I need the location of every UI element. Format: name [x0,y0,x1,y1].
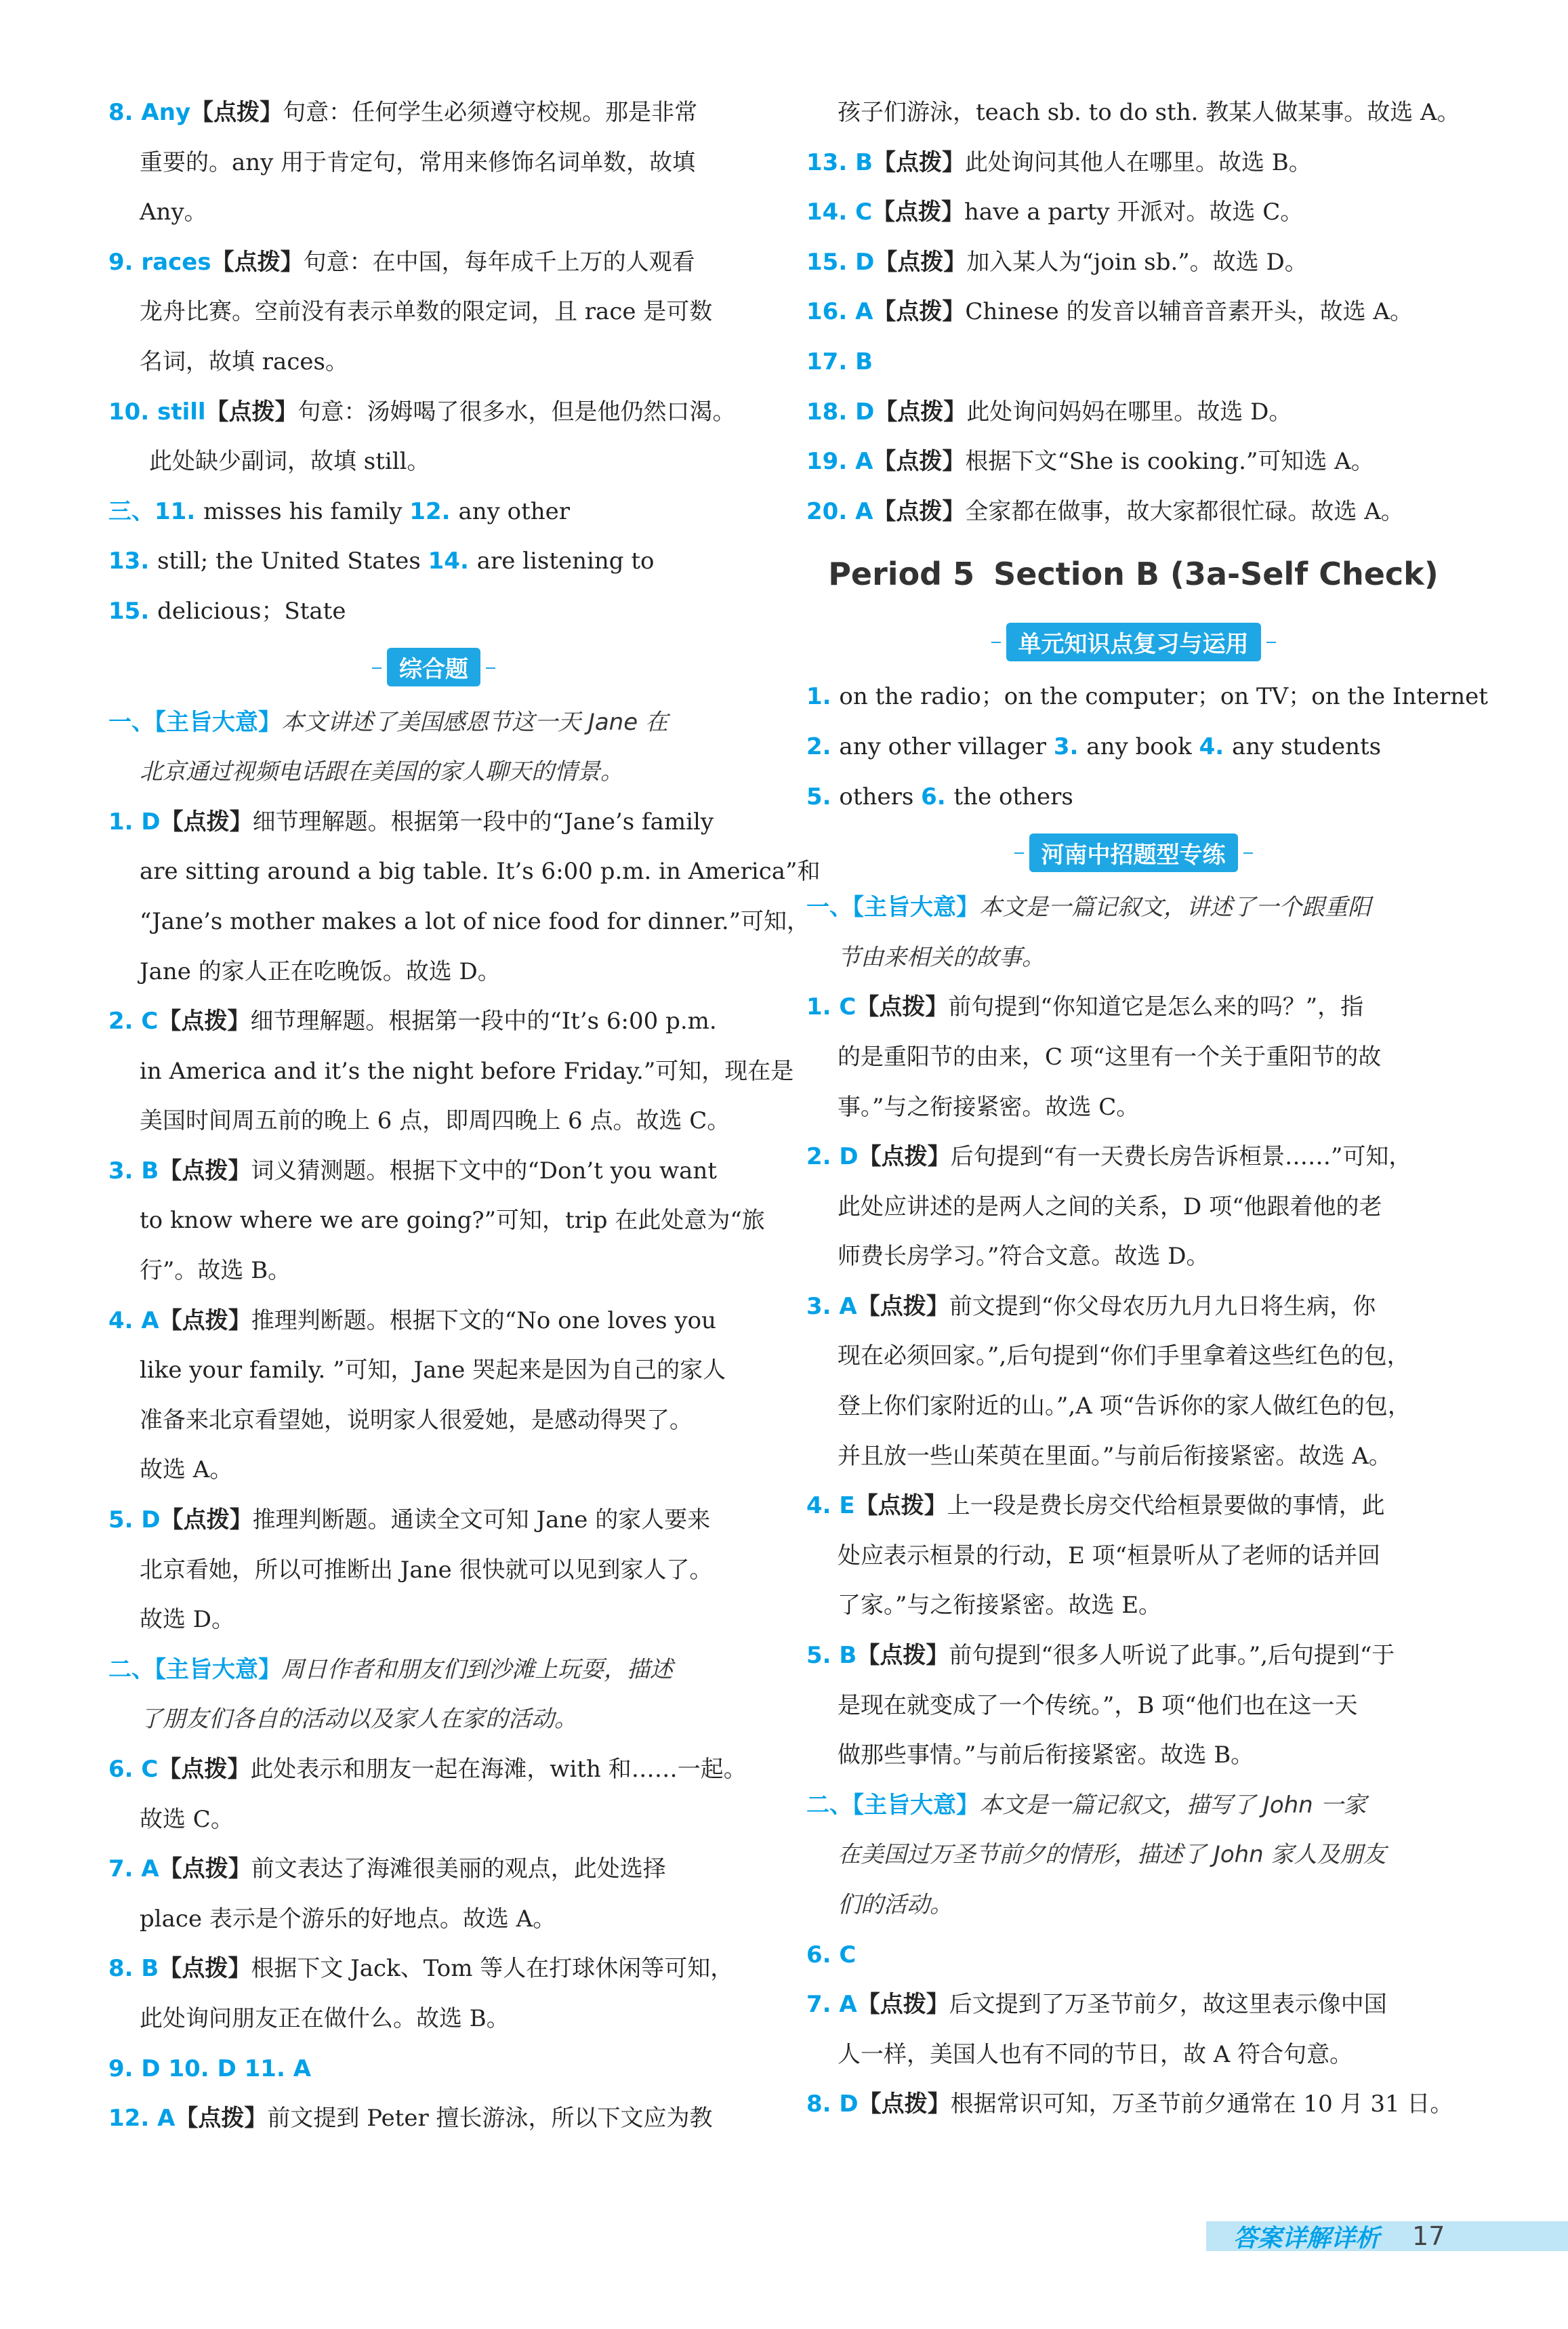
section-number: 二、 [806,1791,852,1819]
hint-tag: 【点拨】 [158,1008,251,1035]
answer-line [108,1895,759,1945]
hint-tag: 【点拨】 [158,1756,251,1783]
hint-tag: 【点拨】 [205,398,298,426]
answer-text: 加入某人为“join sb.”。故选 D。 [966,248,1308,276]
question-number: 3. [806,1292,840,1320]
answer-key: A [839,1991,857,2019]
answer-key: C [839,1941,857,1969]
answer-line [806,1182,1460,1233]
section-number: 二、 [108,1655,154,1683]
answer-line [806,983,1460,1033]
answer-line [806,1931,1460,1981]
answer-text: 故选 D。 [140,1606,235,1634]
answer-text: 龙舟比赛。空前没有表示单数的限定词，且 race 是可数 [140,298,713,326]
answer-line [108,1047,794,1097]
answer-line [806,1581,1460,1631]
answer-text: 行”。故选 B。 [140,1257,291,1285]
answer-text: 推理判断题。通读全文可知 Jane 的家人要来 [252,1506,711,1534]
answer-line [108,1246,759,1296]
question-number: 8. [108,99,142,126]
section-badge-wrap [806,822,1460,883]
answer-text: 美国时间周五前的晚上 6 点，即周四晚上 6 点。故选 C。 [140,1107,730,1135]
answer-line [108,1346,759,1396]
answer-text: 根据下文“She is cooking.”可知选 A。 [965,448,1374,476]
answer-text: 上一段是费长房交代给桓景要做的事情，此 [947,1492,1385,1520]
answer-line [108,1496,759,1546]
answer-line [108,138,759,188]
answer-key: E [839,1492,855,1520]
answer-text: 前句提到“很多人听说了此事。”,后句提到“于 [949,1642,1395,1670]
answer-line [806,772,1460,823]
answer-text: 前文提到“你父母农历九月九日将生病，你 [949,1292,1376,1320]
answer-line [806,883,1460,933]
main-idea-text: 在美国过万圣节前夕的情形，描述了 John 家人及朋友 [838,1841,1386,1869]
answer-line [806,1282,1460,1332]
answer-key: B [839,1642,857,1670]
answer-line [108,587,759,637]
answer-line [806,933,1460,983]
question-number: 17. [806,348,856,375]
answer-text: 北京看她，所以可推断出 Jane 很快就可以见到家人了。 [140,1556,713,1584]
answer-line [806,1681,1460,1731]
question-number: 5. [806,783,840,810]
answer-line [806,722,1460,772]
answer-line [806,1781,1460,1831]
answer-text: any other villager [839,733,1054,760]
main-idea-text: 节由来相关的故事。 [838,943,1045,971]
question-number: 2. [108,1008,142,1035]
answer-line [806,287,1460,337]
answer-text: 名词，故填 races。 [140,348,348,375]
answer-line [806,337,1460,388]
answer-line [806,1631,1460,1681]
question-number: 8. [806,2090,840,2118]
question-number: 11. [236,2055,293,2082]
question-number: 9. [108,248,142,276]
main-idea-text: 本文讲述了美国感恩节这一天 Jane 在 [281,708,668,736]
question-number: 2. [806,733,840,760]
answer-text: 前文表达了海滩很美丽的观点，此处选择 [251,1855,666,1883]
section-badge-wrap [108,637,759,698]
question-number: 6. [108,1756,142,1783]
period-heading [806,537,1460,611]
answer-line [108,188,759,238]
answer-key: A [855,448,873,476]
page-number: 17 [1412,2221,1445,2251]
answer-text: still; the United States [157,548,428,575]
answer-text: 了家。”与之衔接紧密。故选 E。 [838,1592,1162,1620]
answer-line [108,1944,759,1994]
answer-key: A [855,497,873,525]
answer-text: to know where we are going?”可知，trip 在此处意为“旅 [140,1207,765,1235]
answer-text: have a party 开派对。故选 C。 [964,199,1304,226]
answer-line [108,1147,759,1197]
section-badge-wrap [806,611,1460,672]
answer-text: like your family. ”可知，Jane 哭起来是因为自己的家人 [140,1357,726,1384]
answer-line [806,1083,1460,1133]
question-number: 19. [806,448,856,476]
answer-line [806,1232,1460,1282]
answer-line [806,1382,1460,1432]
answer-key: D [855,398,875,426]
answer-text: any other [458,497,571,525]
answer-line [806,1531,1460,1582]
answer-line [806,1481,1460,1531]
question-number: 10. [160,2055,218,2082]
answer-key: D [141,1506,161,1534]
answer-text: 后句提到“有一天费长房告诉桓景……”可知， [950,1143,1412,1171]
question-number: 16. [806,298,856,326]
answer-text: others [839,783,922,810]
answer-text: 此处应讲述的是两人之间的关系，D 项“他跟着他的老 [838,1193,1382,1220]
hint-tag: 【点拨】 [857,1642,949,1670]
answer-line [806,138,1460,188]
answer-text: “Jane’s mother makes a lot of nice food for dinner.”可知， [140,907,810,935]
answer-text: 的是重阳节的由来，C 项“这里有一个关于重阳节的故 [838,1043,1382,1071]
answer-text: 并且放一些山茱萸在里面。”与前后衔接紧密。故选 A。 [838,1442,1392,1470]
question-number: 6. [806,1941,840,1969]
answer-text: 前句提到“你知道它是怎么来的吗？”，指 [948,993,1364,1021]
question-number: 12. [108,2105,158,2132]
answer-line [108,437,759,487]
hint-tag: 【点拨】 [856,993,949,1021]
answer-line [108,1745,759,1795]
main-idea-text: 本文是一篇记叙文，描写了 John 一家 [979,1791,1367,1819]
question-number: 1. [108,808,142,836]
hint-tag: 【点拨】 [854,1492,947,1520]
question-number: 5. [806,1642,840,1670]
answer-text: 孩子们游泳，teach sb. to do sth. 教某人做某事。故选 A。 [838,99,1460,126]
answer-key: B [855,348,873,375]
answer-text: 师费长房学习。”符合文意。故选 D。 [838,1243,1210,1271]
answer-line [806,1880,1460,1931]
answer-text: misses his family [203,497,410,525]
answer-text: 前文提到 Peter 擅长游泳，所以下文应为教 [267,2105,713,2132]
answer-text: 人一样，美国人也有不同的节日，故 A 符合句意。 [838,2040,1353,2068]
hint-tag: 【点拨】 [873,298,966,326]
answer-line [108,2094,759,2144]
left-column [108,88,821,2144]
answer-line [108,1844,759,1895]
answer-text: 重要的。any 用于肯定句，常用来修饰名词单数，故填 [140,148,696,176]
hint-tag: 【点拨】 [873,497,966,525]
answer-text: on the radio；on the computer；on TV；on the Internet [839,683,1488,711]
answer-text: 故选 C。 [140,1805,234,1833]
answer-line [108,287,759,337]
answer-key: B [855,148,873,176]
answer-line [108,1445,759,1496]
answer-line [806,2080,1460,2130]
answer-line [108,537,759,587]
answer-text: 细节理解题。根据第一段中的“Jane’s family [252,808,714,836]
answer-line [108,1196,765,1246]
answer-line [806,2030,1460,2080]
answer-line [108,1396,759,1446]
answer-line [108,997,759,1047]
question-number: 7. [806,1991,840,2019]
answer-text: are sitting around a big table. It’s 6:00 p.m. in America”和 [140,858,821,886]
answer-text: 根据常识可知，万圣节前夕通常在 10 月 31 日。 [950,2090,1453,2118]
hint-tag: 【点拨】 [160,1506,253,1534]
hint-tag: 【点拨】 [175,2105,268,2132]
question-number: 2. [806,1143,840,1171]
answer-key: A [141,1855,159,1883]
question-number: 1. [806,683,840,711]
answer-text: 句意：任何学生必须遵守校规。那是非常 [283,99,698,126]
answer-line [108,698,759,748]
question-number: 10. [108,398,158,426]
answer-text: 登上你们家附近的山。”,A 项“告诉你的家人做红色的包， [838,1393,1411,1420]
question-number: 20. [806,497,856,525]
question-number: 8. [108,1955,142,1983]
answer-line [108,388,759,438]
answer-text: in America and it’s the night before Friday.”可知，现在是 [140,1057,794,1085]
answer-line [806,1731,1460,1781]
answer-key: C [839,993,857,1021]
answer-text: 此处询问朋友正在做什么。故选 B。 [140,2004,510,2032]
answer-text: 此处询问其他人在哪里。故选 B。 [965,148,1312,176]
answer-text: 现在必须回家。”,后句提到“你们手里拿着这些红色的包， [838,1342,1410,1370]
question-number: 4. [1199,733,1233,760]
answer-line [108,847,821,897]
question-number: 13. [806,148,856,176]
hint-tag: 【点拨】 [873,148,965,176]
answer-key: D [839,2090,859,2118]
main-idea-text: 北京通过视频电话跟在美国的家人聊天的情景。 [140,758,623,786]
hint-tag: 【点拨】 [159,1157,251,1184]
hint-tag: 【点拨】 [190,99,283,126]
answer-text: 细节理解题。根据第一段中的“It’s 6:00 p.m. [250,1008,717,1035]
answer-text: Jane 的家人正在吃晚饭。故选 D。 [140,957,501,985]
section-label: Section B (3a-Self Check) [993,556,1439,593]
question-number: 7. [108,1855,142,1883]
answer-line [806,672,1488,722]
answer-text: 根据下文 Jack、Tom 等人在打球休闲等可知， [251,1955,734,1983]
answer-key: Any [141,99,191,126]
answer-line [108,798,759,848]
answer-key: still [157,398,206,426]
answer-key: C [141,1756,159,1783]
question-number: 4. [806,1492,840,1520]
main-idea-tag: 【主旨大意】 [852,894,979,922]
answer-line [108,487,759,537]
answer-text: 句意：汤姆喝了很多水，但是他仍然口渴。 [297,398,736,426]
answer-line [806,1830,1460,1880]
answer-line [108,897,810,947]
question-number: 15. [108,597,158,625]
answer-key: C [141,1008,159,1035]
question-number: 18. [806,398,856,426]
answer-text: the others [953,783,1073,810]
answer-text: place 表示是个游乐的好地点。故选 A。 [140,1905,556,1933]
section-number: 三、 [108,497,154,525]
question-number: 6. [921,783,954,810]
answer-line [108,1546,759,1596]
main-idea-tag: 【主旨大意】 [852,1791,979,1819]
main-idea-text: 周日作者和朋友们到沙滩上玩耍，描述 [281,1655,673,1683]
answer-line [108,1795,759,1845]
question-number: 9. [108,2055,142,2082]
answer-text: 做那些事情。”与前后衔接紧密。故选 B。 [838,1741,1254,1769]
question-number: 15. [806,248,856,276]
question-number: 3. [1053,733,1087,760]
hint-tag: 【点拨】 [873,448,966,476]
answer-text: 词义猜测题。根据下文中的“Don’t you want [251,1157,717,1184]
answer-text: 准备来北京看望她，说明家人很爱她，是感动得哭了。 [140,1406,693,1434]
answer-line [108,1645,759,1695]
answer-line [108,1994,759,2044]
answer-line [806,487,1460,537]
question-number: 11. [154,497,204,525]
answer-text: 此处表示和朋友一起在海滩，with 和……一起。 [250,1756,747,1783]
answer-line [108,747,759,798]
main-idea-text: 了朋友们各自的活动以及家人在家的活动。 [140,1706,577,1733]
hint-tag: 【点拨】 [874,398,967,426]
answer-text: 此处询问妈妈在哪里。故选 D。 [966,398,1292,426]
hint-tag: 【点拨】 [872,199,965,226]
question-number: 1. [806,993,840,1021]
page-footer [1206,2221,1568,2251]
question-number: 4. [108,1306,142,1334]
hint-tag: 【点拨】 [159,1306,251,1334]
hint-tag: 【点拨】 [858,2090,951,2118]
answer-line [108,1096,759,1147]
answer-line [108,88,759,138]
question-number: 13. [108,548,158,575]
answer-text: 故选 A。 [140,1456,233,1484]
section-number: 一、 [806,894,852,922]
answer-line [108,1695,759,1745]
answer-key: A [855,298,873,326]
answer-line [806,1332,1460,1382]
hint-tag: 【点拨】 [874,248,967,276]
answer-text: 句意：在中国，每年成千上万的人观看 [303,248,695,276]
answer-text: any students [1232,733,1382,760]
answer-key: races [141,248,211,276]
answer-key: A [293,2055,312,2082]
answer-line [806,1980,1460,2030]
answer-line [108,1595,759,1645]
hint-tag: 【点拨】 [858,1143,951,1171]
answer-key: C [855,199,873,226]
answer-key: D [839,1143,859,1171]
answer-line [806,1033,1460,1083]
answer-line [806,388,1460,438]
period-label: Period 5 [828,556,975,593]
answer-text: 处应表示桓景的行动，E 项“桓景听从了老师的话并回 [838,1542,1381,1569]
answer-line [108,337,759,388]
answer-line [108,947,759,997]
answer-line [108,2044,759,2095]
right-column [806,88,1488,2130]
answer-key: A [157,2105,176,2132]
answer-line [806,88,1460,138]
answer-key: D [141,2055,161,2082]
answer-text: Chinese 的发音以辅音音素开头，故选 A。 [965,298,1413,326]
answer-line [806,238,1460,288]
answer-text: Any。 [140,199,207,226]
hint-tag: 【点拨】 [857,1292,949,1320]
section-badge: 综合题 [387,648,480,686]
answer-line [806,188,1460,238]
answer-line [806,1132,1460,1182]
hint-tag: 【点拨】 [159,1855,251,1883]
question-number: 14. [428,548,477,575]
hint-tag: 【点拨】 [211,248,304,276]
main-idea-text: 们的活动。 [838,1891,953,1918]
answer-text: 事。”与之衔接紧密。故选 C。 [838,1093,1140,1121]
answer-text: 全家都在做事，故大家都很忙碌。故选 A。 [965,497,1404,525]
main-idea-tag: 【主旨大意】 [154,1655,281,1683]
answer-key: D [855,248,875,276]
answer-key: B [141,1157,159,1184]
section-number: 一、 [108,708,154,736]
answer-text: 是现在就变成了一个传统。”，B 项“他们也在这一天 [838,1691,1358,1719]
answer-line [108,238,759,288]
answer-line [108,1296,759,1346]
answer-line [806,437,1460,487]
answer-text: any book [1086,733,1199,760]
hint-tag: 【点拨】 [857,1991,949,2019]
answer-text: 推理判断题。根据下文的“No one loves you [251,1306,716,1334]
answer-text: 此处缺少副词，故填 still。 [149,448,430,476]
footer-title: 答案详解详析 [1233,2224,1380,2252]
answer-key: A [839,1292,857,1320]
question-number: 12. [409,497,459,525]
question-number: 3. [108,1157,142,1184]
answer-key: D [217,2055,236,2082]
answer-key: A [141,1306,159,1334]
question-number: 14. [806,199,856,226]
answer-text: 后文提到了万圣节前夕，故这里表示像中国 [949,1991,1387,2019]
answer-line [806,1432,1460,1482]
hint-tag: 【点拨】 [160,808,253,836]
answer-text: are listening to [476,548,655,575]
answer-text: delicious；State [157,597,346,625]
answer-key: B [141,1955,159,1983]
section-badge: 河南中招题型专练 [1029,833,1238,872]
hint-tag: 【点拨】 [159,1955,251,1983]
main-idea-text: 本文是一篇记叙文，讲述了一个跟重阳 [979,894,1371,922]
answer-key: D [141,808,161,836]
question-number: 5. [108,1506,142,1534]
main-idea-tag: 【主旨大意】 [154,708,281,736]
section-badge: 单元知识点复习与运用 [1006,623,1261,661]
